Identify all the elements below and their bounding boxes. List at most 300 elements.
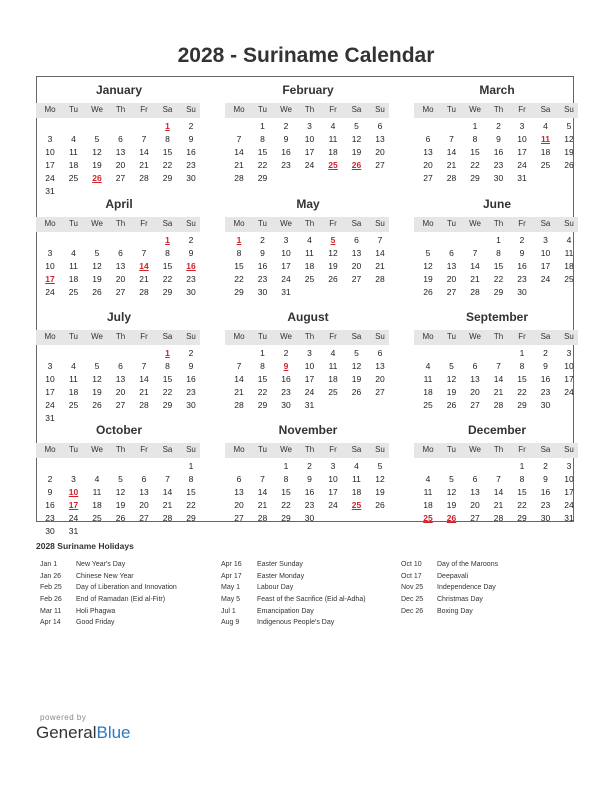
day-cell: 14 — [139, 147, 149, 157]
day-cell: 23 — [281, 387, 291, 397]
day-cell: 25 — [304, 274, 315, 284]
day-cell: 17 — [304, 147, 315, 157]
weekday-label: Th — [115, 445, 126, 454]
day-cell: 8 — [165, 248, 170, 258]
day-cell: 29 — [493, 287, 504, 297]
day-cell: 15 — [517, 487, 527, 497]
day-cell: 26 — [351, 387, 362, 397]
weekday-label: Tu — [68, 219, 79, 228]
day-cell: 5 — [94, 361, 100, 371]
day-cell: 8 — [236, 248, 242, 258]
day-cell: 21 — [139, 274, 149, 284]
day-cell: 17 — [564, 374, 574, 384]
weekday-label: Su — [186, 445, 196, 454]
weekday-label: Mo — [233, 332, 245, 341]
day-cell: 23 — [186, 274, 196, 284]
weekday-label: Su — [564, 219, 574, 228]
holiday-item — [40, 584, 177, 596]
day-cell: 27 — [375, 160, 385, 170]
day-cell: 16 — [540, 374, 551, 384]
day-cell: 15 — [281, 487, 291, 497]
day-cell: 16 — [45, 500, 55, 510]
weekday-label: Su — [375, 445, 385, 454]
day-cell: 6 — [425, 134, 431, 144]
weekday-label: Su — [375, 219, 385, 228]
day-cell: 31 — [45, 186, 55, 196]
day-cell: 11 — [328, 134, 338, 144]
day-cell: 16 — [517, 261, 527, 271]
weekday-label: Su — [375, 332, 385, 341]
day-cell: 9 — [543, 361, 548, 371]
day-cell: 24 — [304, 160, 315, 170]
day-cell: 30 — [517, 287, 527, 297]
holiday-item — [40, 573, 177, 585]
day-cell: 14 — [446, 147, 457, 157]
weekday-header-row — [414, 443, 578, 458]
day-cell: 24 — [45, 173, 55, 183]
day-cell: 12 — [446, 374, 457, 384]
day-cell: 23 — [45, 513, 55, 523]
day-cell: 5 — [94, 248, 100, 258]
weekday-label: Mo — [422, 105, 434, 114]
day-cell: 18 — [423, 387, 433, 397]
day-cell: 9 — [519, 248, 525, 258]
day-cell: 15 — [162, 374, 173, 384]
day-cell: 17 — [517, 147, 527, 157]
calendar-grid — [36, 76, 574, 536]
holiday-item — [221, 619, 366, 631]
weekday-label: Mo — [233, 105, 245, 114]
day-cell: 7 — [236, 134, 242, 144]
day-cell: 31 — [281, 287, 291, 297]
day-cell: 19 — [92, 160, 102, 170]
holiday-date: Apr 14 — [40, 619, 61, 627]
day-cell: 10 — [517, 134, 527, 144]
day-cell: 28 — [139, 400, 149, 410]
weekday-label: Fr — [518, 332, 526, 341]
day-cell: 24 — [328, 500, 338, 510]
day-cell: 20 — [375, 147, 385, 157]
holiday-day-cell: 26 — [446, 513, 457, 523]
weekday-label: We — [469, 332, 481, 341]
day-cell: 4 — [330, 348, 336, 358]
day-cell: 30 — [257, 287, 268, 297]
holiday-item — [401, 596, 498, 608]
day-cell: 12 — [564, 134, 574, 144]
day-cell: 10 — [45, 147, 55, 157]
day-cell: 9 — [188, 361, 194, 371]
holiday-name: Deepavali — [437, 572, 469, 580]
weekday-label: Sa — [162, 332, 173, 341]
weekday-label: Su — [186, 332, 196, 341]
day-cell: 14 — [493, 374, 504, 384]
day-cell: 26 — [92, 287, 102, 297]
day-cell: 27 — [115, 287, 126, 297]
weekday-label: Fr — [329, 105, 337, 114]
holiday-day-cell: 25 — [328, 160, 338, 170]
day-cell: 29 — [234, 287, 244, 297]
day-cell: 22 — [517, 387, 527, 397]
weekday-header-row — [225, 103, 389, 118]
weekday-label: Sa — [540, 332, 551, 341]
holiday-item — [40, 561, 177, 573]
day-cell: 8 — [472, 134, 478, 144]
holiday-date: Oct 10 — [401, 561, 422, 568]
day-cell: 22 — [470, 160, 480, 170]
day-cell: 1 — [496, 235, 501, 245]
day-cell: 18 — [92, 500, 102, 510]
day-cell: 6 — [118, 134, 123, 144]
day-cell: 7 — [449, 134, 454, 144]
day-cell: 4 — [71, 248, 76, 258]
weekday-label: Fr — [140, 105, 148, 114]
weekday-label: Sa — [540, 219, 551, 228]
day-cell: 2 — [543, 348, 548, 358]
holiday-name: New Year's Day — [76, 561, 126, 568]
day-cell: 7 — [377, 235, 383, 245]
holiday-item — [221, 608, 366, 620]
day-cell: 28 — [139, 173, 149, 183]
day-cell: 1 — [519, 348, 525, 358]
weekday-label: We — [91, 332, 103, 341]
weekday-label: Sa — [351, 332, 362, 341]
holiday-date: Dec 26 — [401, 607, 424, 615]
holiday-name: Feast of the Sacrifice (Eid al-Adha) — [257, 596, 366, 604]
day-cell: 21 — [139, 387, 149, 397]
holiday-date: Jul 1 — [221, 607, 236, 615]
day-cell: 24 — [564, 500, 574, 510]
month-name: November — [278, 423, 338, 437]
day-cell: 20 — [446, 274, 457, 284]
day-cell: 27 — [115, 173, 126, 183]
day-cell: 28 — [470, 287, 480, 297]
day-cell: 29 — [186, 513, 196, 523]
day-cell: 19 — [375, 487, 385, 497]
day-cell: 17 — [45, 160, 55, 170]
day-cell: 27 — [423, 173, 433, 183]
holiday-day-cell: 26 — [92, 173, 102, 183]
day-cell: 22 — [257, 160, 268, 170]
day-cell: 3 — [307, 121, 312, 131]
day-cell: 19 — [115, 500, 126, 510]
day-cell: 4 — [94, 474, 100, 484]
holiday-item — [401, 584, 498, 596]
weekday-label: We — [469, 105, 481, 114]
weekday-label: Fr — [329, 445, 337, 454]
day-cell: 10 — [540, 248, 551, 258]
day-cell: 9 — [47, 487, 53, 497]
day-cell: 2 — [283, 348, 289, 358]
holiday-name: Boxing Day — [437, 607, 473, 615]
day-cell: 13 — [470, 374, 480, 384]
day-cell: 17 — [45, 387, 55, 397]
holiday-list-col-3 — [401, 561, 498, 619]
day-cell: 12 — [115, 487, 126, 497]
day-cell: 25 — [68, 287, 79, 297]
weekday-label: Fr — [329, 219, 337, 228]
day-cell: 19 — [564, 147, 574, 157]
day-cell: 22 — [517, 500, 527, 510]
day-cell: 2 — [188, 348, 194, 358]
day-cell: 31 — [304, 400, 315, 410]
day-cell: 5 — [566, 121, 572, 131]
weekday-label: Th — [493, 332, 504, 341]
day-cell: 27 — [351, 274, 362, 284]
day-cell: 13 — [115, 147, 126, 157]
day-cell: 25 — [68, 400, 79, 410]
day-cell: 13 — [375, 134, 385, 144]
day-cell: 11 — [69, 374, 78, 384]
day-cell: 17 — [304, 374, 315, 384]
day-cell: 15 — [257, 147, 268, 157]
day-cell: 17 — [564, 487, 574, 497]
day-cell: 12 — [446, 487, 457, 497]
brand-logo[interactable] — [36, 713, 131, 743]
weekday-header-row — [225, 217, 389, 232]
day-cell: 25 — [564, 274, 574, 284]
day-cell: 28 — [375, 274, 385, 284]
day-cell: 29 — [470, 173, 480, 183]
day-cell: 2 — [307, 461, 312, 471]
day-cell: 6 — [118, 248, 123, 258]
day-cell: 18 — [564, 261, 574, 271]
weekday-label: Sa — [351, 105, 362, 114]
holiday-name: Labour Day — [257, 584, 294, 592]
day-cell: 11 — [69, 261, 78, 271]
weekday-label: Sa — [162, 219, 173, 228]
weekday-label: Mo — [422, 332, 434, 341]
day-cell: 26 — [92, 400, 102, 410]
day-cell: 24 — [45, 400, 55, 410]
weekday-label: Fr — [140, 332, 148, 341]
weekday-label: We — [91, 445, 103, 454]
day-cell: 23 — [517, 274, 527, 284]
weekday-label: Th — [115, 219, 126, 228]
day-cell: 3 — [307, 348, 312, 358]
weekday-label: Th — [493, 105, 504, 114]
day-cell: 21 — [234, 160, 244, 170]
day-cell: 9 — [283, 134, 289, 144]
day-cell: 3 — [71, 474, 76, 484]
holiday-item — [221, 573, 366, 585]
holiday-day-cell: 25 — [423, 513, 433, 523]
day-cell: 30 — [186, 400, 196, 410]
day-cell: 13 — [115, 261, 126, 271]
day-cell: 30 — [304, 513, 315, 523]
day-cell: 21 — [375, 261, 385, 271]
day-cell: 11 — [423, 487, 433, 497]
day-cell: 3 — [543, 235, 548, 245]
holiday-name: Indigenous People's Day — [257, 619, 335, 627]
day-cell: 14 — [139, 374, 149, 384]
holiday-date: Mar 11 — [40, 607, 62, 615]
day-cell: 30 — [540, 513, 551, 523]
day-cell: 24 — [45, 287, 55, 297]
day-cell: 20 — [423, 160, 433, 170]
month-name: May — [296, 197, 320, 211]
day-cell: 15 — [234, 261, 244, 271]
month-name: July — [106, 310, 131, 324]
holiday-day-cell: 10 — [68, 487, 79, 497]
day-cell: 8 — [519, 474, 525, 484]
day-cell: 18 — [68, 160, 79, 170]
weekday-label: Sa — [162, 105, 173, 114]
day-cell: 24 — [517, 160, 527, 170]
day-cell: 5 — [354, 121, 359, 131]
day-cell: 14 — [162, 487, 173, 497]
day-cell: 27 — [234, 513, 244, 523]
day-cell: 13 — [423, 147, 433, 157]
day-cell: 22 — [257, 387, 268, 397]
holiday-name: Easter Monday — [257, 572, 305, 580]
weekday-label: Fr — [518, 445, 526, 454]
day-cell: 9 — [543, 474, 548, 484]
day-cell: 21 — [257, 500, 268, 510]
holiday-day-cell: 14 — [139, 261, 149, 271]
holiday-date: Nov 25 — [401, 584, 424, 592]
day-cell: 17 — [328, 487, 338, 497]
day-cell: 3 — [330, 461, 336, 471]
day-cell: 1 — [472, 121, 478, 131]
day-cell: 13 — [139, 487, 149, 497]
day-cell: 19 — [92, 274, 102, 284]
day-cell: 18 — [68, 387, 79, 397]
day-cell: 25 — [328, 387, 338, 397]
day-cell: 10 — [564, 361, 574, 371]
day-cell: 19 — [92, 387, 102, 397]
day-cell: 22 — [493, 274, 504, 284]
day-cell: 31 — [517, 173, 527, 183]
day-cell: 4 — [307, 235, 312, 245]
month-name: June — [482, 197, 511, 211]
holiday-day-cell: 1 — [165, 348, 170, 358]
day-cell: 11 — [328, 361, 338, 371]
day-cell: 16 — [493, 147, 504, 157]
holiday-day-cell: 16 — [186, 261, 196, 271]
day-cell: 28 — [234, 400, 244, 410]
brand-name-general: General — [36, 723, 97, 742]
day-cell: 23 — [304, 500, 315, 510]
weekday-label: Th — [304, 105, 315, 114]
day-cell: 21 — [493, 387, 504, 397]
day-cell: 14 — [493, 487, 504, 497]
day-cell: 28 — [139, 287, 149, 297]
weekday-label: Mo — [233, 219, 245, 228]
day-cell: 3 — [47, 248, 53, 258]
holiday-name: Christmas Day — [437, 596, 483, 604]
day-cell: 12 — [375, 474, 385, 484]
day-cell: 2 — [519, 235, 525, 245]
weekday-label: Fr — [329, 332, 337, 341]
day-cell: 19 — [351, 374, 362, 384]
day-cell: 10 — [45, 261, 55, 271]
holiday-date: Oct 17 — [401, 572, 422, 580]
day-cell: 7 — [141, 134, 147, 144]
day-cell: 1 — [188, 461, 194, 471]
weekday-label: Mo — [44, 105, 56, 114]
day-cell: 14 — [234, 374, 244, 384]
day-cell: 6 — [141, 474, 147, 484]
month-name: April — [105, 197, 133, 211]
day-cell: 11 — [564, 248, 574, 258]
day-cell: 16 — [281, 374, 291, 384]
day-cell: 22 — [281, 500, 291, 510]
day-cell: 6 — [472, 474, 478, 484]
day-cell: 30 — [281, 400, 291, 410]
day-cell: 5 — [94, 134, 100, 144]
holiday-name: End of Ramadan (Eid al-Fitr) — [76, 596, 166, 604]
weekday-label: We — [280, 219, 292, 228]
weekday-label: Sa — [162, 445, 173, 454]
weekday-label: Su — [564, 445, 574, 454]
day-cell: 23 — [540, 387, 551, 397]
day-cell: 17 — [540, 261, 551, 271]
weekday-label: Tu — [68, 332, 79, 341]
day-cell: 23 — [493, 160, 504, 170]
day-cell: 23 — [186, 387, 196, 397]
day-cell: 29 — [162, 400, 173, 410]
day-cell: 9 — [307, 474, 312, 484]
day-cell: 20 — [139, 500, 149, 510]
day-cell: 28 — [234, 173, 244, 183]
day-cell: 8 — [188, 474, 194, 484]
holiday-name: Independence Day — [437, 584, 496, 592]
day-cell: 29 — [517, 513, 527, 523]
holiday-date: Apr 17 — [221, 572, 242, 580]
weekday-label: Tu — [446, 105, 457, 114]
month-name: March — [479, 83, 515, 97]
day-cell: 15 — [517, 374, 527, 384]
day-cell: 16 — [281, 147, 291, 157]
weekday-header-row — [36, 217, 200, 232]
day-cell: 27 — [446, 287, 457, 297]
weekday-label: Th — [493, 219, 504, 228]
weekday-header-row — [414, 103, 578, 118]
day-cell: 11 — [69, 147, 78, 157]
day-cell: 5 — [425, 248, 431, 258]
day-cell: 19 — [351, 147, 362, 157]
day-cell: 3 — [519, 121, 525, 131]
weekday-header-row — [414, 330, 578, 345]
page-title: 2028 - Suriname Calendar — [177, 44, 435, 67]
day-cell: 25 — [423, 400, 433, 410]
day-cell: 10 — [328, 474, 338, 484]
day-cell: 10 — [304, 361, 315, 371]
day-cell: 7 — [165, 474, 170, 484]
day-cell: 4 — [425, 361, 431, 371]
day-cell: 8 — [519, 361, 525, 371]
day-cell: 22 — [162, 387, 173, 397]
weekday-label: Tu — [68, 105, 79, 114]
weekday-label: Tu — [446, 332, 457, 341]
day-cell: 16 — [304, 487, 315, 497]
weekday-label: Tu — [257, 445, 268, 454]
weekday-label: Tu — [257, 105, 268, 114]
day-cell: 6 — [377, 121, 383, 131]
day-cell: 9 — [188, 248, 194, 258]
day-cell: 18 — [351, 487, 362, 497]
day-cell: 14 — [234, 147, 244, 157]
day-cell: 29 — [281, 513, 291, 523]
weekday-header-row — [36, 443, 200, 458]
day-cell: 2 — [47, 474, 53, 484]
weekday-label: Th — [304, 332, 315, 341]
day-cell: 21 — [234, 387, 244, 397]
day-cell: 27 — [115, 400, 126, 410]
day-cell: 12 — [351, 361, 362, 371]
day-cell: 8 — [165, 134, 170, 144]
weekday-label: Su — [564, 105, 574, 114]
